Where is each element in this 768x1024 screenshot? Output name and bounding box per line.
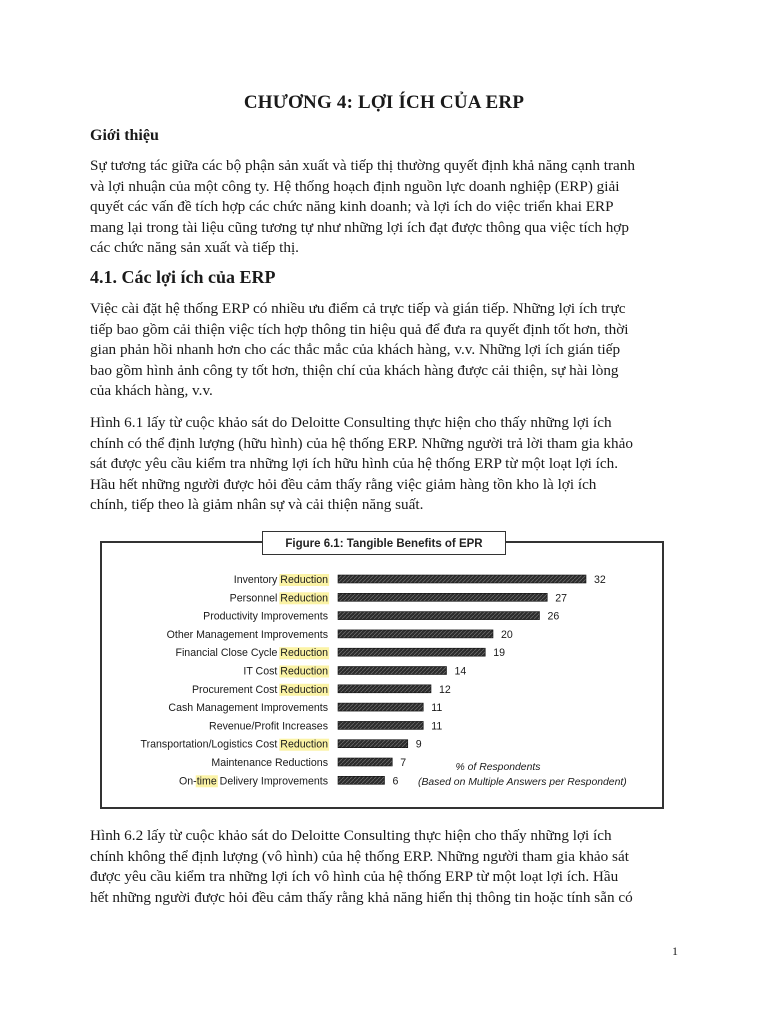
category-label: Inventory Reduction [233, 574, 328, 586]
value-label: 7 [400, 757, 407, 769]
value-label: 6 [392, 775, 399, 788]
page-number: 1 [672, 944, 678, 958]
value-label: 11 [431, 720, 443, 733]
category-label: Maintenance Reductions [211, 757, 328, 769]
figure-6-1 [100, 538, 664, 809]
bar [338, 721, 423, 729]
value-label: 19 [493, 647, 506, 660]
paragraph-line: các chức năng sản xuất và tiếp thị. [90, 239, 299, 257]
category-label: Productivity Improvements [203, 610, 328, 623]
paragraph-line: của khách hàng, v.v. [90, 382, 213, 400]
figure-6-2-intro-paragraph [90, 826, 680, 908]
bar [338, 740, 408, 748]
paragraph-line: chính không thể định lượng (vô hình) của hệ thống ERP. Những người tham gia khảo sát [90, 847, 629, 865]
value-label: 32 [594, 574, 606, 586]
bar [338, 593, 547, 601]
bar [338, 630, 493, 638]
category-label: Other Management Improvements [166, 628, 328, 641]
paragraph-line: tiếp bao gồm cải thiện việc tích hợp thông tin hiệu quả để đưa ra quyết định tốt hơn, thời [90, 320, 629, 338]
paragraph-line: chính có thể định lượng (hữu hình) của hệ thống ERP. Những người trả lời tham gia khảo [90, 434, 633, 452]
figure-6-1-intro-paragraph [90, 413, 680, 516]
value-label: 26 [547, 610, 560, 623]
paragraph-line: gian phản hồi nhanh hơn cho các thắc mắc của khách hàng, v.v. Những lợi ích gián tiếp [90, 341, 621, 359]
value-label: 14 [454, 665, 467, 678]
value-label: 27 [555, 592, 568, 605]
paragraph-line: sát được yêu cầu kiểm tra những lợi ích hữu hình của hệ thống ERP từ một loạt lợi ích. [90, 455, 619, 473]
category-label: Procurement Cost Reduction [191, 683, 328, 696]
paragraph-line: hết những người được hỏi đều cảm thấy rằng khả năng hiển thị thông tin hoặc tính sẵn có [90, 888, 633, 906]
intro-heading: Giới thiệu [90, 127, 159, 144]
tangible-benefits-bar-chart [102, 543, 662, 807]
paragraph-line: Hình 6.1 lấy từ cuộc khảo sát do Deloitte Consulting thực hiện cho thấy những lợi ích [90, 414, 612, 431]
paragraph-line: Việc cài đặt hệ thống ERP có nhiều ưu điểm cả trực tiếp và gián tiếp. Những lợi ích trực [90, 300, 626, 317]
value-label: 20 [501, 628, 513, 641]
figure-title: Figure 6.1: Tangible Benefits of EPR [262, 531, 506, 555]
value-label: 11 [431, 702, 443, 715]
chart-annotation: (Based on Multiple Answers per Respondent) [418, 777, 627, 788]
bar [338, 776, 385, 784]
category-label: IT Cost Reduction [243, 665, 328, 678]
benefits-paragraph [90, 299, 680, 402]
chapter-title: CHƯƠNG 4: LỢI ÍCH CỦA ERP [243, 92, 525, 113]
category-label: Revenue/Profit Increases [209, 720, 328, 733]
value-label: 9 [415, 738, 422, 751]
paragraph-line: quyết các vấn đề tích hợp các chức năng kinh doanh; và lợi ích do việc triển khai ERP [90, 198, 614, 216]
paragraph-line: Sự tương tác giữa các bộ phận sản xuất và tiếp thị thường quyết định khả năng cạnh tranh [90, 157, 635, 174]
category-label: Cash Management Improvements [168, 702, 328, 715]
section-heading: 4.1. Các lợi ích của ERP [90, 267, 276, 287]
paragraph-line: Hầu hết những người được hỏi đều cảm thấy rằng việc giảm hàng tồn kho là lợi ích [90, 475, 597, 493]
category-label: Transportation/Logistics Cost Reduction [140, 738, 328, 751]
bar [338, 703, 423, 711]
value-label: 12 [439, 683, 451, 696]
bar [338, 612, 540, 620]
bar [338, 575, 586, 583]
bar [338, 758, 392, 766]
chart-annotation: % of Respondents [455, 762, 541, 773]
paragraph-line: Hình 6.2 lấy từ cuộc khảo sát do Deloitte Consulting thực hiện cho thấy những lợi ích [90, 827, 612, 844]
paragraph-line: được yêu cầu kiểm tra những lợi ích vô hình của hệ thống ERP từ một loạt lợi ích. Hầu [90, 868, 619, 886]
bar [338, 685, 431, 693]
paragraph-line: mang lại trong tài liệu cũng tương tự như những lợi ích đạt được thông qua việc tích hợp [90, 218, 629, 236]
intro-paragraph [90, 156, 680, 259]
paragraph-line: và lợi nhuận của một công ty. Hệ thống hoạch định nguồn lực doanh nghiệp (ERP) giải [90, 177, 620, 195]
category-label: Personnel Reduction [229, 592, 328, 605]
category-label: Financial Close Cycle Reduction [175, 647, 328, 660]
bar [338, 648, 485, 656]
paragraph-line: bao gồm hình ảnh công ty tốt hơn, thiện chí của khách hàng được cải thiện, sự hài lòng [90, 361, 619, 379]
category-label: On-time Delivery Improvements [179, 775, 328, 788]
bar [338, 667, 447, 675]
paragraph-line: chính, tiếp theo là giảm nhân sự và cải thiện năng suất. [90, 496, 424, 514]
